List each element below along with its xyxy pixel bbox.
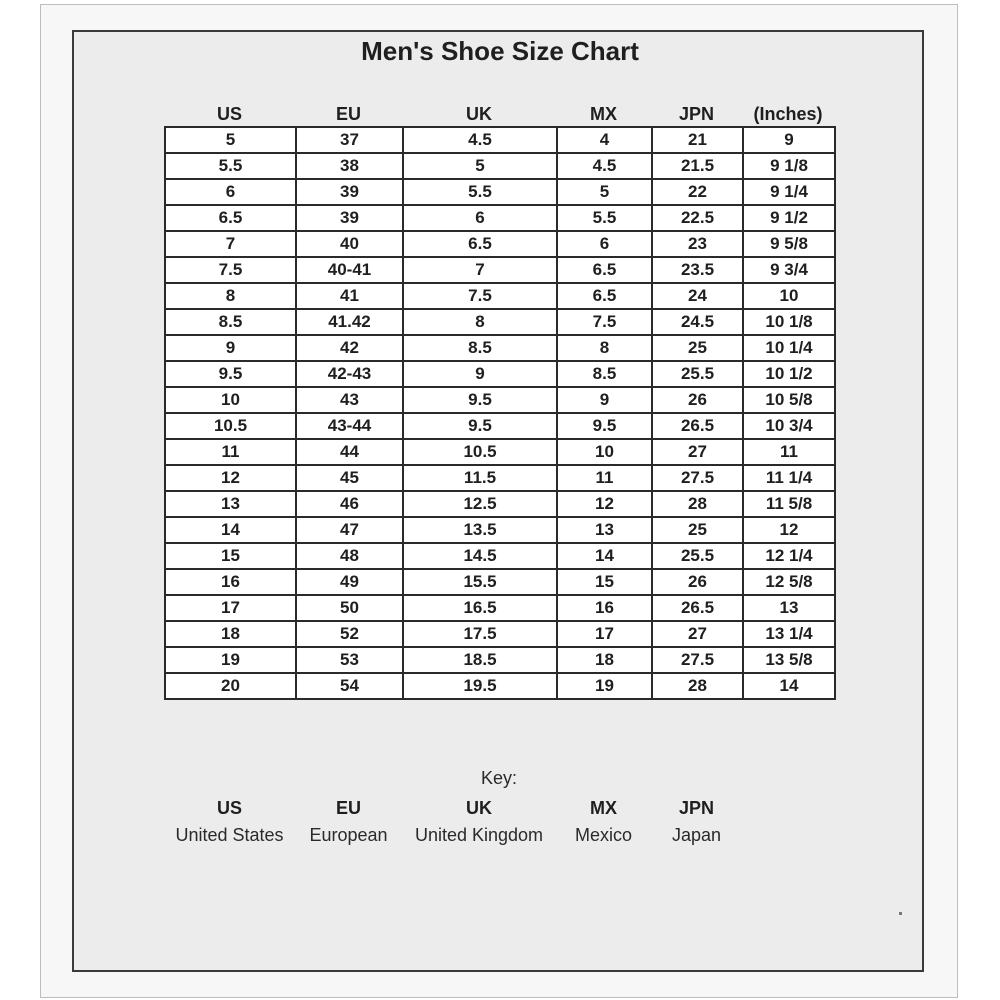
cell-inches: 13 5/8 <box>743 647 835 673</box>
cell-us: 6 <box>165 179 296 205</box>
size-table-body <box>165 127 835 699</box>
cell-mx: 18 <box>557 647 652 673</box>
cell-uk: 15.5 <box>403 569 557 595</box>
cell-jpn: 27 <box>652 439 743 465</box>
cell-eu: 43 <box>296 387 403 413</box>
cell-inches: 9 3/4 <box>743 257 835 283</box>
cell-eu: 50 <box>296 595 403 621</box>
cell-jpn: 26 <box>652 569 743 595</box>
cell-inches: 9 1/8 <box>743 153 835 179</box>
cell-mx: 4.5 <box>557 153 652 179</box>
cell-jpn: 24.5 <box>652 309 743 335</box>
cell-inches: 13 1/4 <box>743 621 835 647</box>
cell-inches: 10 5/8 <box>743 387 835 413</box>
table-row <box>165 257 835 283</box>
cell-jpn: 23.5 <box>652 257 743 283</box>
cell-jpn: 23 <box>652 231 743 257</box>
cell-mx: 6 <box>557 231 652 257</box>
cell-us: 17 <box>165 595 296 621</box>
cell-us: 12 <box>165 465 296 491</box>
table-row <box>165 387 835 413</box>
cell-jpn: 28 <box>652 673 743 699</box>
cell-inches: 10 1/2 <box>743 361 835 387</box>
cell-uk: 17.5 <box>403 621 557 647</box>
cell-us: 5 <box>165 127 296 153</box>
cell-mx: 9.5 <box>557 413 652 439</box>
cell-inches: 10 <box>743 283 835 309</box>
cell-inches: 10 1/8 <box>743 309 835 335</box>
cell-us: 7.5 <box>165 257 296 283</box>
cell-us: 18 <box>165 621 296 647</box>
table-row <box>165 439 835 465</box>
cell-jpn: 26.5 <box>652 595 743 621</box>
cell-eu: 42 <box>296 335 403 361</box>
cell-jpn: 24 <box>652 283 743 309</box>
cell-inches: 9 <box>743 127 835 153</box>
table-row <box>165 621 835 647</box>
cell-inches: 12 1/4 <box>743 543 835 569</box>
table-row <box>165 231 835 257</box>
cell-inches: 10 1/4 <box>743 335 835 361</box>
cell-inches: 14 <box>743 673 835 699</box>
table-row <box>165 465 835 491</box>
cell-inches: 11 <box>743 439 835 465</box>
cell-eu: 41 <box>296 283 403 309</box>
cell-uk: 7 <box>403 257 557 283</box>
key-full: United States <box>175 825 284 845</box>
key-full: Japan <box>671 825 722 845</box>
cell-mx: 12 <box>557 491 652 517</box>
cell-us: 10.5 <box>165 413 296 439</box>
cell-us: 10 <box>165 387 296 413</box>
cell-mx: 15 <box>557 569 652 595</box>
table-row <box>165 517 835 543</box>
key-item-us <box>164 796 295 850</box>
key-title: Key: <box>480 768 518 788</box>
cell-eu: 37 <box>296 127 403 153</box>
cell-jpn: 27.5 <box>652 647 743 673</box>
cell-uk: 10.5 <box>403 439 557 465</box>
cell-eu: 49 <box>296 569 403 595</box>
column-header-row <box>164 102 834 126</box>
cell-us: 9 <box>165 335 296 361</box>
cell-jpn: 28 <box>652 491 743 517</box>
cell-inches: 9 1/2 <box>743 205 835 231</box>
key-abbr: MX <box>590 798 617 818</box>
cell-inches: 13 <box>743 595 835 621</box>
cell-mx: 5.5 <box>557 205 652 231</box>
cell-us: 5.5 <box>165 153 296 179</box>
cell-eu: 46 <box>296 491 403 517</box>
table-row <box>165 179 835 205</box>
cell-jpn: 25.5 <box>652 361 743 387</box>
cell-us: 14 <box>165 517 296 543</box>
cell-mx: 8 <box>557 335 652 361</box>
key-abbr: US <box>216 798 242 818</box>
cell-uk: 9.5 <box>403 413 557 439</box>
cell-eu: 42-43 <box>296 361 403 387</box>
cell-us: 20 <box>165 673 296 699</box>
cell-eu: 41.42 <box>296 309 403 335</box>
cell-mx: 5 <box>557 179 652 205</box>
cell-mx: 10 <box>557 439 652 465</box>
cell-us: 13 <box>165 491 296 517</box>
table-row <box>165 153 835 179</box>
cell-eu: 54 <box>296 673 403 699</box>
cell-uk: 18.5 <box>403 647 557 673</box>
cell-mx: 4 <box>557 127 652 153</box>
key-full: United Kingdom <box>414 825 544 845</box>
key-legend <box>0 796 1000 856</box>
cell-eu: 38 <box>296 153 403 179</box>
cell-jpn: 21 <box>652 127 743 153</box>
cell-jpn: 27.5 <box>652 465 743 491</box>
cell-us: 19 <box>165 647 296 673</box>
cell-jpn: 22 <box>652 179 743 205</box>
column-header-eu: EU <box>335 104 361 124</box>
cell-jpn: 26 <box>652 387 743 413</box>
table-row <box>165 647 835 673</box>
cell-mx: 19 <box>557 673 652 699</box>
cell-jpn: 22.5 <box>652 205 743 231</box>
key-abbr: JPN <box>678 798 714 818</box>
table-row <box>165 361 835 387</box>
column-header-us: US <box>216 104 242 124</box>
table-row <box>165 127 835 153</box>
cell-eu: 44 <box>296 439 403 465</box>
cell-uk: 5 <box>403 153 557 179</box>
cell-jpn: 25 <box>652 517 743 543</box>
cell-mx: 6.5 <box>557 257 652 283</box>
column-header-uk: UK <box>466 104 492 124</box>
table-row <box>165 205 835 231</box>
cell-uk: 13.5 <box>403 517 557 543</box>
decorative-dot <box>899 912 902 915</box>
column-header-jpn: JPN <box>678 104 714 124</box>
table-row <box>165 595 835 621</box>
cell-jpn: 25.5 <box>652 543 743 569</box>
cell-inches: 11 1/4 <box>743 465 835 491</box>
cell-uk: 9 <box>403 361 557 387</box>
table-row <box>165 309 835 335</box>
cell-us: 16 <box>165 569 296 595</box>
table-row <box>165 335 835 361</box>
cell-uk: 6 <box>403 205 557 231</box>
cell-jpn: 21.5 <box>652 153 743 179</box>
key-item-eu <box>295 796 402 850</box>
table-row <box>165 569 835 595</box>
key-abbr: UK <box>466 798 492 818</box>
cell-inches: 10 3/4 <box>743 413 835 439</box>
cell-eu: 47 <box>296 517 403 543</box>
cell-inches: 9 1/4 <box>743 179 835 205</box>
cell-eu: 48 <box>296 543 403 569</box>
chart-title: Men's Shoe Size Chart <box>361 36 639 66</box>
cell-inches: 12 <box>743 517 835 543</box>
cell-us: 8 <box>165 283 296 309</box>
cell-jpn: 27 <box>652 621 743 647</box>
cell-eu: 45 <box>296 465 403 491</box>
cell-eu: 53 <box>296 647 403 673</box>
cell-jpn: 25 <box>652 335 743 361</box>
cell-uk: 6.5 <box>403 231 557 257</box>
cell-inches: 9 5/8 <box>743 231 835 257</box>
cell-eu: 52 <box>296 621 403 647</box>
cell-mx: 13 <box>557 517 652 543</box>
table-row <box>165 413 835 439</box>
table-row <box>165 283 835 309</box>
key-item-uk <box>402 796 556 850</box>
cell-mx: 8.5 <box>557 361 652 387</box>
cell-uk: 16.5 <box>403 595 557 621</box>
key-abbr: EU <box>335 798 361 818</box>
cell-inches: 12 5/8 <box>743 569 835 595</box>
cell-uk: 11.5 <box>403 465 557 491</box>
cell-jpn: 26.5 <box>652 413 743 439</box>
cell-us: 15 <box>165 543 296 569</box>
table-row <box>165 673 835 699</box>
cell-uk: 14.5 <box>403 543 557 569</box>
cell-us: 11 <box>165 439 296 465</box>
key-item-jpn <box>651 796 742 850</box>
cell-uk: 7.5 <box>403 283 557 309</box>
key-item-mx <box>556 796 651 850</box>
cell-mx: 6.5 <box>557 283 652 309</box>
cell-us: 9.5 <box>165 361 296 387</box>
cell-inches: 11 5/8 <box>743 491 835 517</box>
column-header-mx: MX <box>590 104 617 124</box>
cell-mx: 17 <box>557 621 652 647</box>
cell-eu: 43-44 <box>296 413 403 439</box>
cell-uk: 12.5 <box>403 491 557 517</box>
key-full: Mexico <box>574 825 632 845</box>
cell-us: 6.5 <box>165 205 296 231</box>
column-header-inches: (Inches) <box>753 104 823 124</box>
cell-eu: 40-41 <box>296 257 403 283</box>
cell-uk: 4.5 <box>403 127 557 153</box>
cell-eu: 40 <box>296 231 403 257</box>
cell-eu: 39 <box>296 179 403 205</box>
cell-mx: 16 <box>557 595 652 621</box>
cell-uk: 19.5 <box>403 673 557 699</box>
cell-mx: 14 <box>557 543 652 569</box>
cell-uk: 8 <box>403 309 557 335</box>
cell-mx: 9 <box>557 387 652 413</box>
size-table <box>164 126 836 700</box>
cell-uk: 9.5 <box>403 387 557 413</box>
cell-us: 7 <box>165 231 296 257</box>
cell-mx: 11 <box>557 465 652 491</box>
table-row <box>165 491 835 517</box>
cell-us: 8.5 <box>165 309 296 335</box>
table-row <box>165 543 835 569</box>
cell-uk: 8.5 <box>403 335 557 361</box>
cell-eu: 39 <box>296 205 403 231</box>
key-full: European <box>309 825 388 845</box>
cell-uk: 5.5 <box>403 179 557 205</box>
cell-mx: 7.5 <box>557 309 652 335</box>
